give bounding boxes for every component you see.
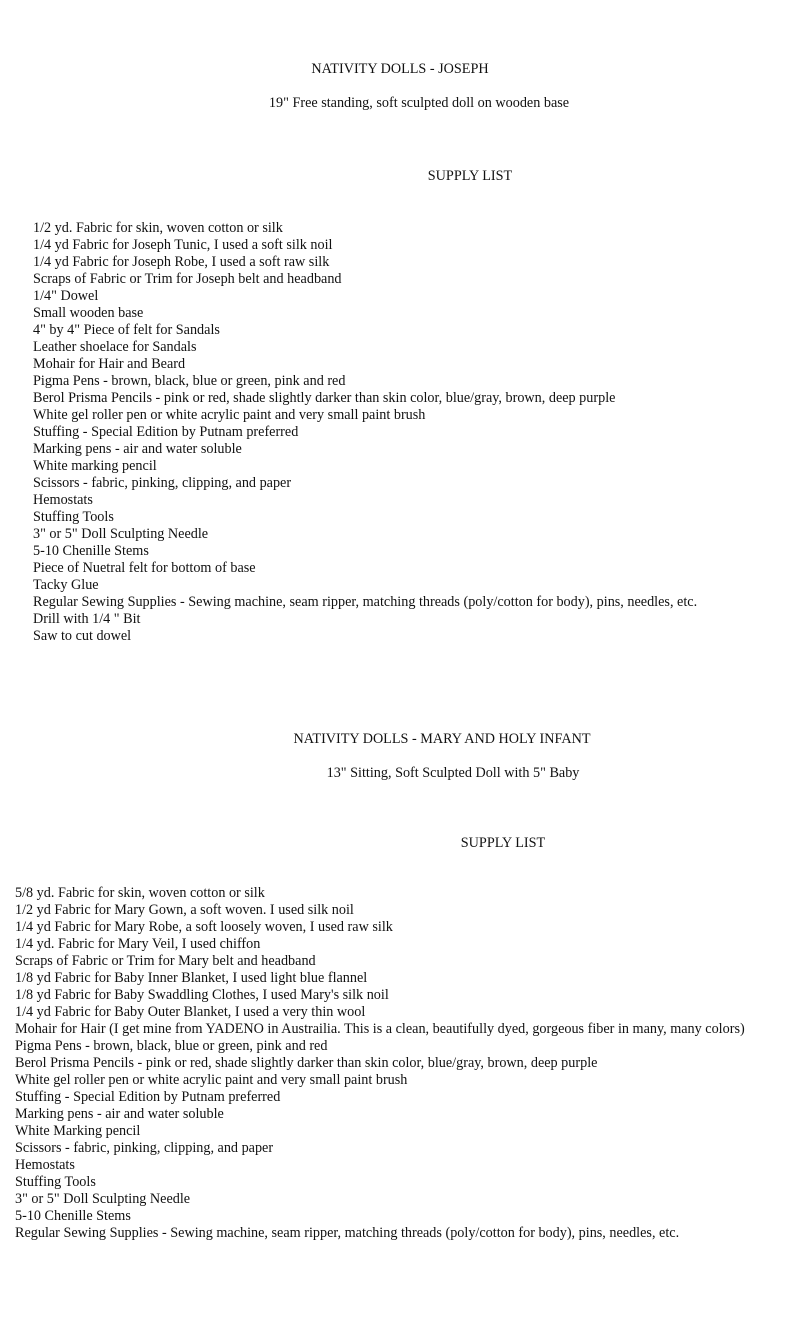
supply-item: Regular Sewing Supplies - Sewing machine, seam ripper, matching threads (poly/cotton for body), pins, needles, etc. [33, 594, 698, 610]
supply-item: 3" or 5" Doll Sculpting Needle [15, 1191, 191, 1207]
supply-item: Stuffing Tools [15, 1174, 96, 1190]
supply-item: Marking pens - air and water soluble [33, 441, 242, 457]
supply-item: Mohair for Hair (I get mine from YADENO in Austrailia. This is a clean, beautifully dyed, gorgeous fiber in many, many colors) [15, 1021, 745, 1037]
supply-item: White gel roller pen or white acrylic paint and very small paint brush [33, 407, 426, 423]
supply-item: 3" or 5" Doll Sculpting Needle [33, 526, 209, 542]
supply-item: 1/4 yd Fabric for Mary Robe, a soft loosely woven, I used raw silk [15, 919, 393, 935]
supply-item: 1/2 yd Fabric for Mary Gown, a soft woven. I used silk noil [15, 902, 354, 918]
supply-item: Hemostats [15, 1157, 75, 1173]
supply-item: Scraps of Fabric or Trim for Mary belt and headband [15, 953, 316, 969]
joseph-subtitle: 19" Free standing, soft sculpted doll on wooden base [268, 95, 570, 111]
supply-item: Piece of Nuetral felt for bottom of base [33, 560, 256, 576]
supply-item: White Marking pencil [15, 1123, 141, 1139]
mary-supply-list [15, 885, 750, 1242]
supply-item: Mohair for Hair and Beard [33, 356, 186, 372]
supply-item: 1/8 yd Fabric for Baby Inner Blanket, I used light blue flannel [15, 970, 368, 986]
supply-item: 1/4" Dowel [33, 288, 99, 304]
supply-item: 4" by 4" Piece of felt for Sandals [33, 322, 220, 338]
joseph-supply-list [33, 220, 697, 645]
supply-item: Regular Sewing Supplies - Sewing machine, seam ripper, matching threads (poly/cotton for body), pins, needles, etc. [15, 1225, 680, 1241]
supply-item: Pigma Pens - brown, black, blue or green, pink and red [15, 1038, 328, 1054]
supply-item: Stuffing Tools [33, 509, 114, 525]
supply-item: Stuffing - Special Edition by Putnam preferred [33, 424, 299, 440]
supply-item: Hemostats [33, 492, 93, 508]
supply-item: Pigma Pens - brown, black, blue or green, pink and red [33, 373, 346, 389]
supply-item: 1/8 yd Fabric for Baby Swaddling Clothes, I used Mary's silk noil [15, 987, 389, 1003]
supply-item: Small wooden base [33, 305, 144, 321]
supply-item: Scissors - fabric, pinking, clipping, and paper [15, 1140, 274, 1156]
joseph-supply-heading: SUPPLY LIST [427, 168, 513, 184]
supply-item: White gel roller pen or white acrylic paint and very small paint brush [15, 1072, 408, 1088]
supply-item: Saw to cut dowel [33, 628, 132, 644]
mary-title: NATIVITY DOLLS - MARY AND HOLY INFANT [293, 731, 591, 747]
supply-item: 1/4 yd. Fabric for Mary Veil, I used chiffon [15, 936, 261, 952]
supply-item: 1/4 yd Fabric for Joseph Robe, I used a soft raw silk [33, 254, 330, 270]
supply-item: 5-10 Chenille Stems [15, 1208, 131, 1224]
supply-item: Berol Prisma Pencils - pink or red, shade slightly darker than skin color, blue/gray, brown, deep purple [33, 390, 616, 406]
mary-subtitle: 13" Sitting, Soft Sculpted Doll with 5" Baby [326, 765, 580, 781]
joseph-title: NATIVITY DOLLS - JOSEPH [311, 61, 489, 77]
supply-item: White marking pencil [33, 458, 157, 474]
supply-item: 1/2 yd. Fabric for skin, woven cotton or silk [33, 220, 283, 236]
supply-item: 5/8 yd. Fabric for skin, woven cotton or silk [15, 885, 265, 901]
supply-item: 1/4 yd Fabric for Baby Outer Blanket, I used a very thin wool [15, 1004, 366, 1020]
supply-item: Scraps of Fabric or Trim for Joseph belt and headband [33, 271, 342, 287]
supply-item: Leather shoelace for Sandals [33, 339, 197, 355]
supply-item: Berol Prisma Pencils - pink or red, shade slightly darker than skin color, blue/gray, brown, deep purple [15, 1055, 598, 1071]
mary-supply-heading: SUPPLY LIST [460, 835, 546, 851]
supply-item: Tacky Glue [33, 577, 99, 593]
supply-item: Stuffing - Special Edition by Putnam preferred [15, 1089, 281, 1105]
supply-item: Marking pens - air and water soluble [15, 1106, 224, 1122]
supply-item: Drill with 1/4 " Bit [33, 611, 141, 627]
supply-item: 5-10 Chenille Stems [33, 543, 149, 559]
supply-item: 1/4 yd Fabric for Joseph Tunic, I used a soft silk noil [33, 237, 333, 253]
supply-item: Scissors - fabric, pinking, clipping, and paper [33, 475, 292, 491]
